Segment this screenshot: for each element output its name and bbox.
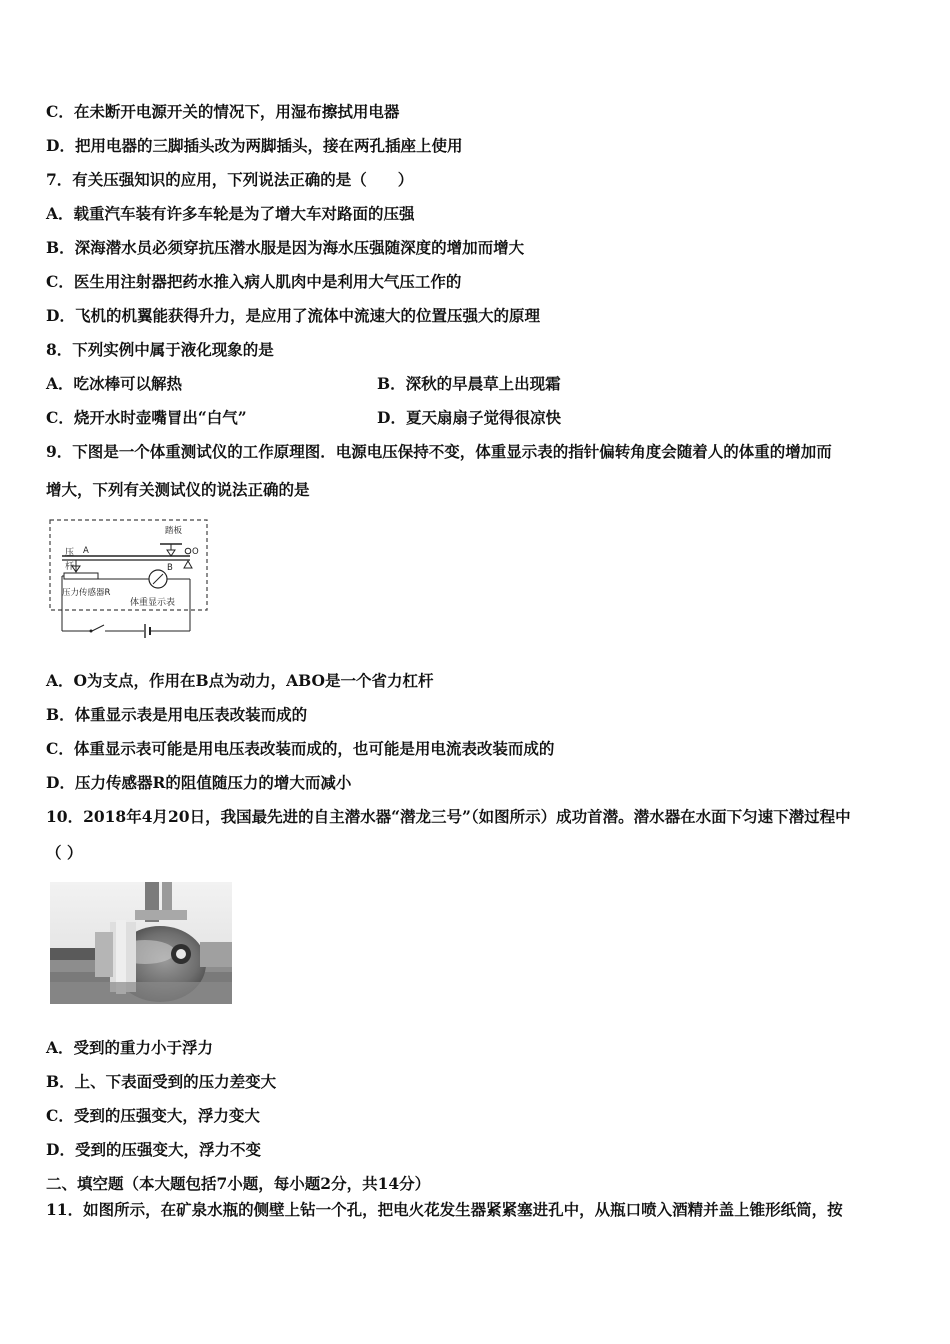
question-10-line2: （ ） [46, 843, 83, 862]
submersible-photo [50, 882, 232, 1004]
line-q9c: C．体重显示表可能是用电压表改装而成的，也可能是用电流表改装而成的 [46, 739, 555, 758]
line-q8c: C．烧开水时壶嘴冒出“白气” [46, 408, 247, 427]
label-point-o: O [192, 547, 199, 557]
question-7: 7．有关压强知识的应用，下列说法正确的是（ ） [46, 170, 414, 189]
label-press: 压 [65, 548, 75, 558]
circuit-diagram [48, 516, 210, 638]
line-q10c: C．受到的压强变大，浮力变大 [46, 1106, 260, 1125]
line-q6d: D．把用电器的三脚插头改为两脚插头，接在两孔插座上使用 [46, 136, 463, 155]
section-heading-2: 二、填空题（本大题包括7小题，每小题2分，共14分） [46, 1174, 431, 1193]
label-point-a: A [83, 546, 89, 556]
question-10-line1: 10．2018年4月20日，我国最先进的自主潜水器“潜龙三号”（如图所示）成功首潜。潜水器在水面下匀速下潜过程中 [46, 807, 851, 826]
label-rod: 杆 [65, 562, 75, 572]
line-q10a: A．受到的重力小于浮力 [46, 1038, 214, 1057]
question-9-line2: 增大，下列有关测试仪的说法正确的是 [46, 480, 310, 499]
line-q7c: C．医生用注射器把药水推入病人肌肉中是利用大气压工作的 [46, 272, 462, 291]
label-point-b: B [167, 563, 173, 573]
line-q10b: B．上、下表面受到的压力差变大 [46, 1072, 277, 1091]
label-pedal: 踏板 [165, 526, 183, 536]
line-q8d: D．夏天扇扇子觉得很凉快 [377, 408, 561, 427]
line-q6c: C．在未断开电源开关的情况下，用湿布擦拭用电器 [46, 102, 400, 121]
line-q7b: B．深海潜水员必须穿抗压潜水服是因为海水压强随深度的增加而增大 [46, 238, 525, 257]
line-q8b: B．深秋的早晨草上出现霜 [377, 374, 561, 393]
label-meter: 体重显示表 [130, 598, 176, 608]
question-9-line1: 9．下图是一个体重测试仪的工作原理图．电源电压保持不变，体重显示表的指针偏转角度会随着人的体重的增加而 [46, 442, 832, 461]
line-q8a: A．吃冰棒可以解热 [46, 374, 183, 393]
label-sensor: 压力传感器R [62, 588, 111, 598]
line-q9b: B．体重显示表是用电压表改装而成的 [46, 705, 308, 724]
line-q9d: D．压力传感器R的阻值随压力的增大而减小 [46, 773, 352, 792]
line-q9a: A．O为支点，作用在B点为动力，ABO是一个省力杠杆 [46, 671, 434, 690]
question-8: 8．下列实例中属于液化现象的是 [46, 340, 274, 359]
line-q7a: A．载重汽车装有许多车轮是为了增大车对路面的压强 [46, 204, 415, 223]
line-q7d: D．飞机的机翼能获得升力，是应用了流体中流速大的位置压强大的原理 [46, 306, 540, 325]
line-q10d: D．受到的压强变大，浮力不变 [46, 1140, 261, 1159]
question-11: 11．如图所示，在矿泉水瓶的侧壁上钻一个孔，把电火花发生器紧紧塞进孔中，从瓶口喷入酒精并盖上锥形纸筒，按 [46, 1200, 843, 1219]
